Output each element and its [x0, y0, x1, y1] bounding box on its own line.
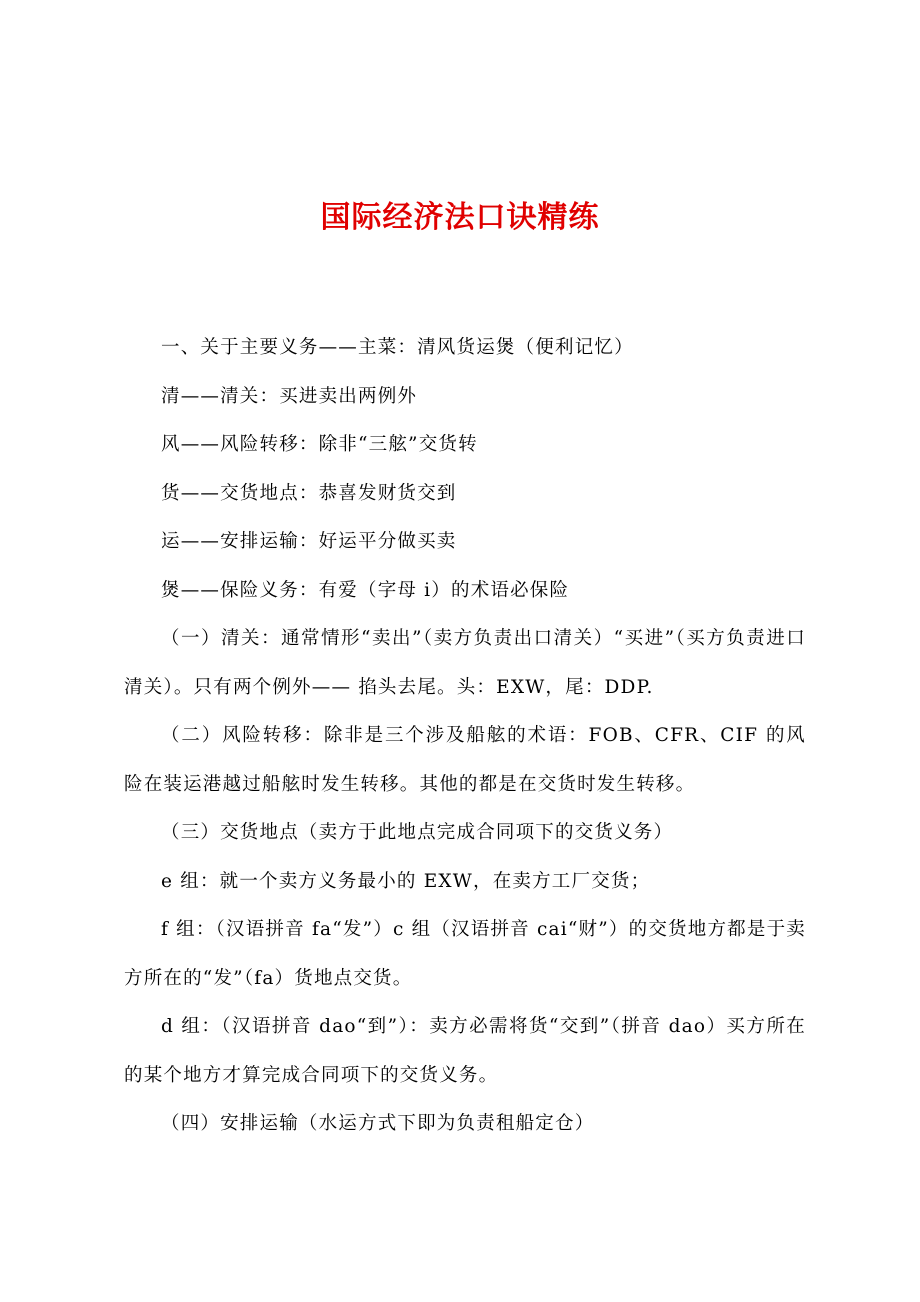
- paragraph-transport-mnemonic: 运——安排运输：好运平分做买卖: [161, 531, 457, 552]
- paragraph-customs-clearance: （一）清关：通常情形“卖出”（卖方负责出口清关）“买进”（买方负责进口清关）。只有两个例外—— 掐头去尾。头：EXW，尾：DDP.: [124, 628, 806, 698]
- document-title: 国际经济法口诀精练: [320, 200, 600, 235]
- paragraph-delivery-mnemonic: 货——交货地点：恭喜发财货交到: [161, 482, 457, 504]
- document-body: [124, 324, 806, 1149]
- paragraph-group-e: e 组：就一个卖方义务最小的 EXW，在卖方工厂交货；: [161, 870, 651, 892]
- paragraph-group-d: d 组：（汉语拼音 dao“到”）：卖方必需将货“交到”（拼音 dao）买方所在的某个地方才算完成合同项下的交货义务。: [124, 1016, 806, 1086]
- paragraph-risk-mnemonic: 风——风险转移：除非“三舷”交货转: [161, 434, 478, 455]
- paragraph-transport-arrangement: （四）安排运输（水运方式下即为负责租船定仓）: [161, 1113, 595, 1134]
- paragraph-risk-transfer: （二）风险转移：除非是三个涉及船舷的术语：FOB、CFR、CIF 的风险在装运港越过船舷时发生转移。其他的都是在交货时发生转移。: [124, 725, 806, 795]
- paragraph-insurance-mnemonic: 煲——保险义务：有爱（字母 i）的术语必保险: [161, 579, 570, 601]
- paragraph-obligations-heading: 一、关于主要义务——主菜：清风货运煲（便利记忆）: [161, 337, 634, 358]
- paragraph-delivery-place: （三）交货地点（卖方于此地点完成合同项下的交货义务）: [161, 822, 674, 843]
- paragraph-group-f-c: f 组：（汉语拼音 fa“发”）c 组（汉语拼音 cai“财”）的交货地方都是于卖方所在的“发”（fa）货地点交货。: [124, 919, 806, 989]
- paragraph-customs-mnemonic: 清——清关：买进卖出两例外: [161, 385, 418, 407]
